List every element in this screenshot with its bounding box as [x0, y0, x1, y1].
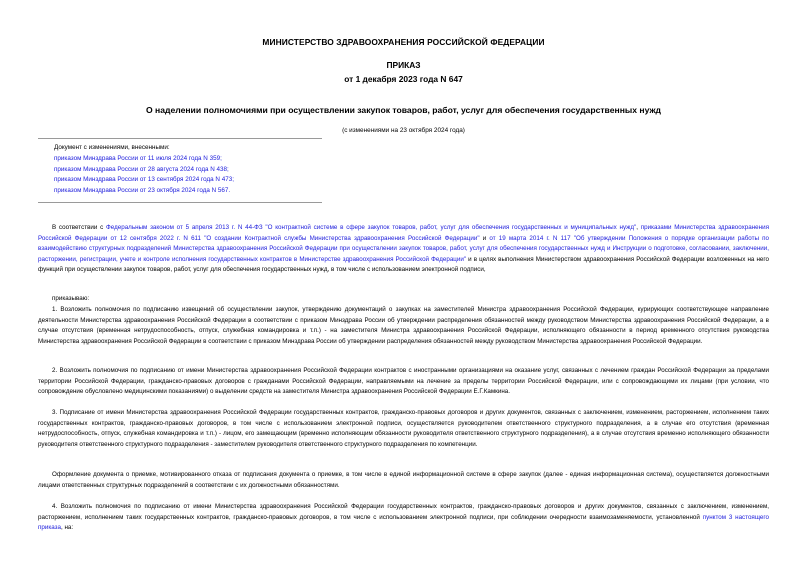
preamble-text: ,	[636, 224, 641, 231]
document-type: ПРИКАЗ	[386, 60, 421, 70]
order-117-link[interactable]: от 19 марта 2014 г. N 117 "Об утверждении Положения о порядке организации работы по взаимодействию структурных подразделений Министерства здравоохранения Российской Федерации при осуществлении закупок товаров, работ, услуг для обеспечения государственных нужд и Инструкции о подготовке, согласовании, заключении, расторжении, регистрации, учете и контроле исполнения государственных контрактов в Министерстве здравоохранения Российской Федерации"	[38, 234, 769, 263]
federal-law-link[interactable]: Федеральным законом от 5 апреля 2013 г. N 44-ФЗ "О контрактной системе в сфере закупок товаров, работ, услуг для обеспечения государственных и муниципальных нужд"	[106, 224, 637, 231]
amendment-link-3[interactable]: приказом Минздрава России от 13 сентября 2024 года N 473;	[54, 176, 234, 184]
clause-3-link[interactable]: пунктом 3 настоящего приказа	[38, 513, 769, 532]
paragraph-4	[38, 502, 769, 534]
paragraph-3-continued: Оформление документа о приемке, мотивированного отказа от подписания документа о приемке, в том числе в единой информационной системе в сфере закупок (далее - единая информационная система), осуществляется должностными лицами ответственных структурных подразделений в соответствии с их должностными обязанностями.	[38, 471, 769, 489]
amendments-block	[54, 143, 234, 197]
preamble-text: и	[479, 234, 490, 242]
amendments-intro: Документ с изменениями, внесенными:	[54, 144, 170, 151]
amendments-top-rule	[38, 138, 322, 139]
ministry-heading: МИНИСТЕРСТВО ЗДРАВООХРАНЕНИЯ РОССИЙСКОЙ ФЕДЕРАЦИИ	[262, 37, 545, 47]
preamble-paragraph	[38, 223, 769, 276]
paragraph-3: 3. Подписание от имени Министерства здравоохранения Российской Федерации государственных контрактов, гражданско-правовых договоров и других документов, связанных с заключением, изменением, расторжением, исполнением таких государственных контрактов, гражданско-правовых договоров, в том числе с использованием электронной подписи, осуществляется руководителем ответственного структурного подразделения, а в случае его отсутствия (временная нетрудоспособность, отпуск, служебная командировка и т.п.) - лицом, его замещающим (временно исполняющим обязанности руководителя ответственного структурного подразделения), а в случае отсутствия временно исполняющего обязанности руководителя ответственного структурного подразделения - заместителем руководителя ответственного структурного подразделения по компетенции.	[38, 409, 769, 448]
amendment-link-1[interactable]: приказом Минздрава России от 11 июля 2024 года N 359;	[54, 154, 222, 162]
order-word: приказываю:	[52, 295, 90, 302]
document-date-number: от 1 декабря 2023 года N 647	[344, 74, 463, 84]
paragraph-1: 1. Возложить полномочия по подписанию извещений об осуществлении закупок, утверждению документаций о закупках на заместителей Министра здравоохранения Российской Федерации, курирующих соответствующее направление деятельности Министерства здравоохранения Российской Федерации в соответствии с приказом Минздрава России об утверждении распределения обязанностей между руководством Министерства здравоохранения Российской Федерации, а в случае отсутствия (временная нетрудоспособность, отпуск, служебная командировка и т.п.) - на заместителя Министра здравоохранения Российской Федерации, исполняющего обязанности в период временного отсутствия руководства Министерства здравоохранения Российской Федерации в соответствии с приказом Минздрава России об утверждении распределения обязанностей между руководством Министерства здравоохранения Российской Федерации.	[38, 306, 769, 345]
paragraph-4-text: 4. Возложить полномочия по подписанию от имени Министерства здравоохранения Российской Федерации государственных контрактов, гражданско-правовых договоров и других документов, связанных с заключением, изменением, расторжением, исполнением таких государственных контрактов, гражданско-правовых договоров, в том числе с использованием электронной подписи, при соблюдении очередности взаимозаменяемости, установленной	[38, 503, 769, 521]
amendments-bottom-rule	[38, 202, 322, 203]
paragraph-2: 2. Возложить полномочия по подписанию от имени Министерства здравоохранения Российской Федерации контрактов с иностранными организациями на оказание услуг, связанных с лечением граждан Российской Федерации за пределами территории Российской Федерации, гражданско-правовых договоров с гражданами Российской Федерации, направляемыми на лечение за пределы территории Российской Федерации, или с сопровождающими их лицами (при условии, что сопровождение обусловлено медицинскими показаниями) о выделении средств на заместителя Министра здравоохранения Российской Федерации Е.Г.Камкина.	[38, 367, 769, 396]
revision-note: (с изменениями на 23 октября 2024 года)	[342, 127, 465, 134]
order-611-link[interactable]: приказами Министерства здравоохранения Российской Федерации от 12 сентября 2022 г. N 611 "О создании Контрактной службы Министерства здравоохранения Российской Федерации"	[38, 224, 769, 242]
document-title: О наделении полномочиями при осуществлении закупок товаров, работ, услуг для обеспечения государственных нужд	[145, 105, 662, 115]
amendment-link-2[interactable]: приказом Минздрава России от 28 августа 2024 года N 438;	[54, 165, 229, 173]
preamble-text: и в целях выполнения Министерством здравоохранения Российской Федерации возложенных на него функций при осуществлении закупок товаров, работ, услуг для обеспечения государственных нужд, в том числе с использованием электронной подписи,	[38, 255, 770, 274]
amendment-link-4[interactable]: приказом Минздрава России от 23 октября 2024 года N 567.	[54, 187, 231, 195]
preamble-text: В соответствии с	[52, 224, 107, 231]
paragraph-4-text: , на:	[60, 524, 74, 532]
